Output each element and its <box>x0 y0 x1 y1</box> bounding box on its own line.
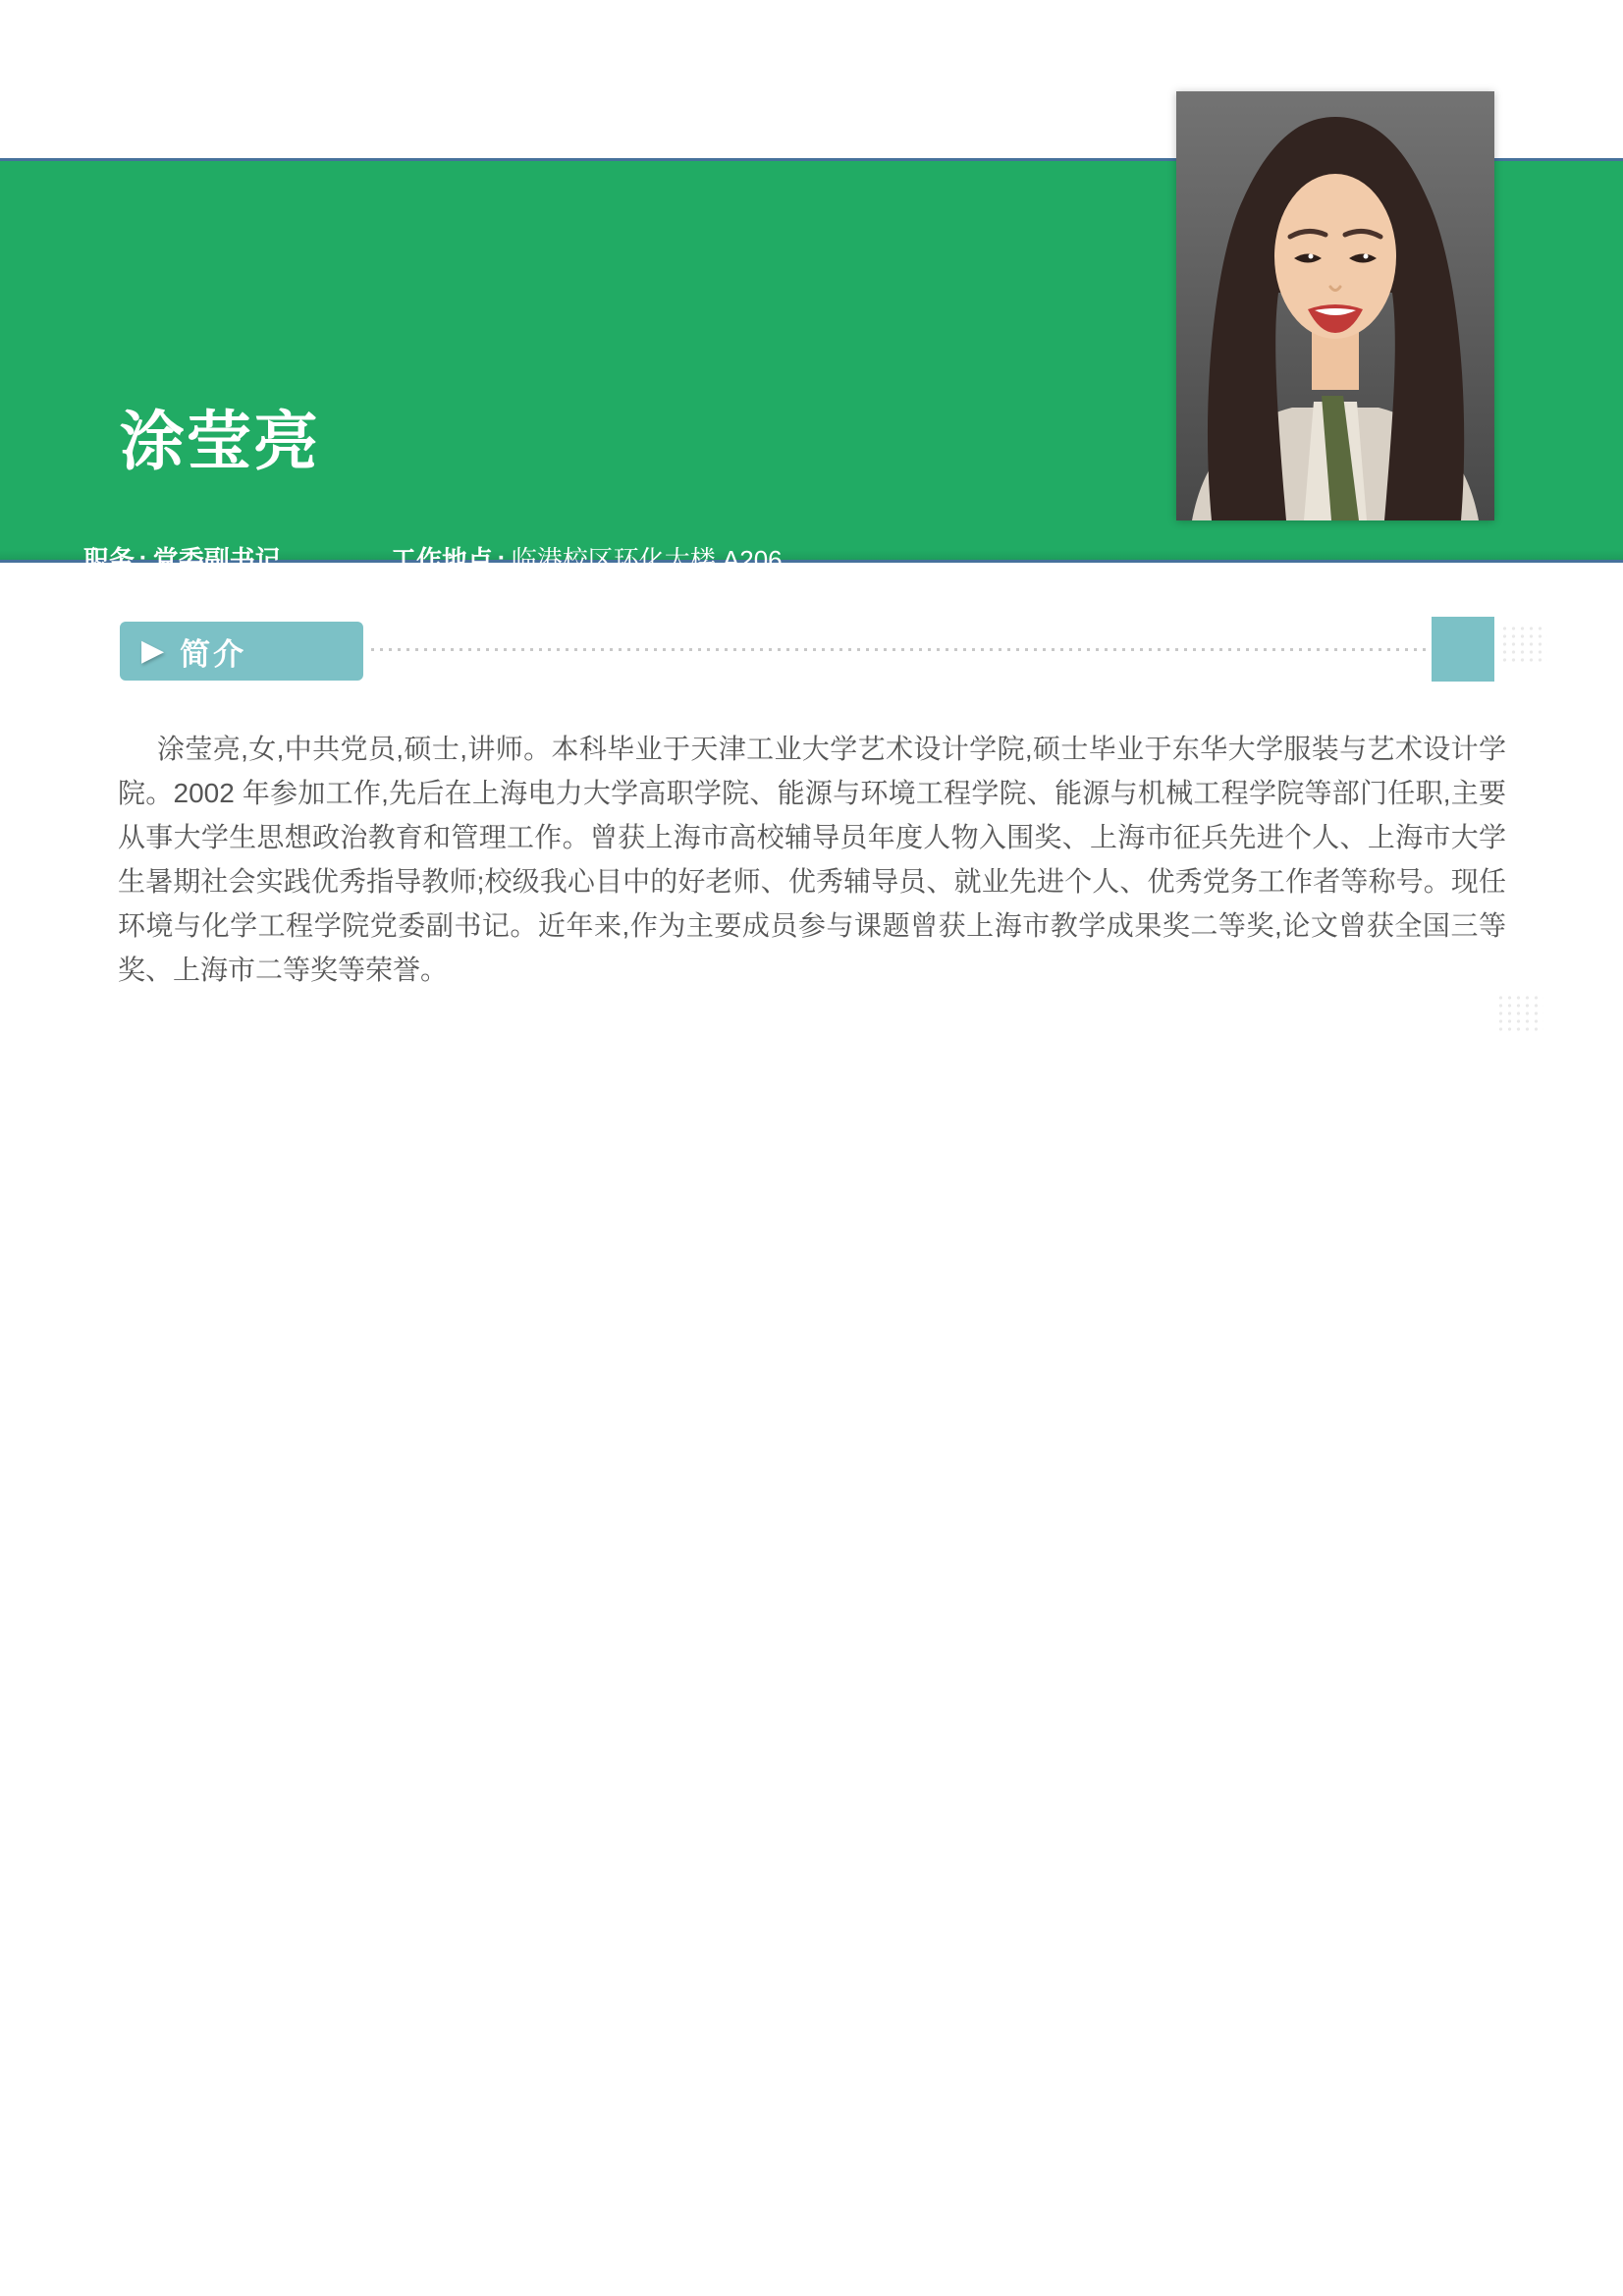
dotted-divider <box>371 648 1426 651</box>
profile-photo <box>1176 91 1494 520</box>
workplace-label: 工作地点 <box>391 545 494 574</box>
intro-paragraph: 涂莹亮,女,中共党员,硕士,讲师。本科毕业于天津工业大学艺术设计学院,硕士毕业于东华大学服装与艺术设计学院。2002 年参加工作,先后在上海电力大学高职学院、能源与环境工程学院、能源与机械工程学院等部门任职,主要从事大学生思想政治教育和管理工作。曾获上海市高校辅导员年度人物入围奖、上海市征兵先进个人、上海市大学生暑期社会实践优秀指导教师;校级我心目中的好老师、优秀辅导员、就业先进个人、优秀党务工作者等称号。现任环境与化学工程学院党委副书记。近年来,作为主要成员参与课题曾获上海市教学成果奖二等奖,论文曾获全国三等奖、上海市二等奖等荣誉。 <box>118 734 1506 985</box>
position-colon: : <box>138 545 147 574</box>
section-header-intro <box>0 617 1623 685</box>
workplace-field <box>391 540 783 576</box>
position-field <box>83 540 281 576</box>
section-title: 简介 <box>180 636 247 672</box>
accent-square <box>1432 617 1494 682</box>
email-colon: : <box>497 587 506 617</box>
title-label: 职称 <box>83 592 135 622</box>
position-label: 职务 <box>83 545 135 574</box>
workplace-colon: : <box>497 545 506 574</box>
title-value: 讲师 <box>152 592 204 622</box>
decorative-dots-icon <box>1496 994 1543 1035</box>
email-label: 邮箱 <box>391 592 493 622</box>
email-value: tuyingliang@shiep.edu.cn <box>511 587 804 617</box>
decorative-dots-icon <box>1500 625 1547 666</box>
title-colon: : <box>138 592 147 622</box>
profile-name: 涂莹亮 <box>120 405 320 477</box>
workplace-value: 临港校区环化大楼 A206 <box>511 545 783 574</box>
play-arrow-icon: ▶ <box>141 634 165 667</box>
section-badge <box>120 622 363 681</box>
position-value: 党委副书记 <box>152 545 281 574</box>
